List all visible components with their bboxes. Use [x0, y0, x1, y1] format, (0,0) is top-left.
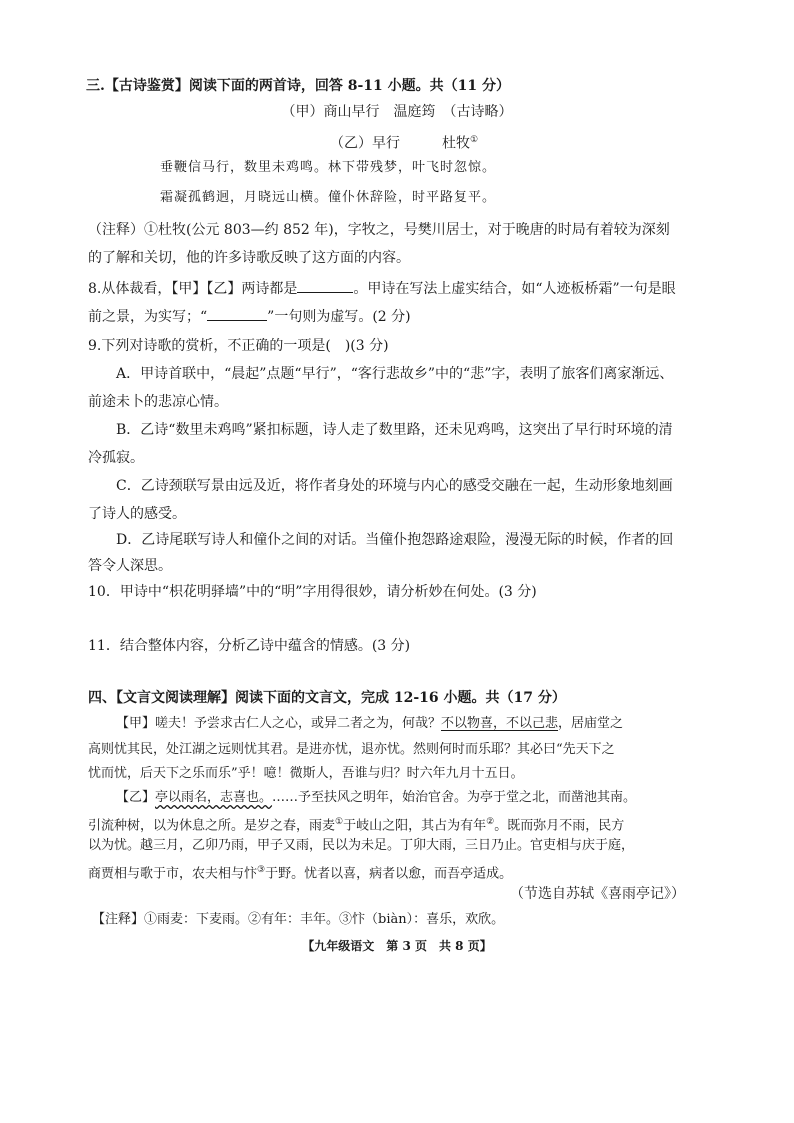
footnote-mark: ① [470, 135, 479, 145]
passage-b-text-2: 引流种树，以为休息之所。是岁之春，雨麦 [88, 818, 336, 834]
q9-option-b-line-1: B．乙诗“数里未鸡鸣”紧扣标题，诗人走了数里路，还未见鸡鸣，这突出了早行时环境的清 [116, 422, 673, 438]
poem-b-title [330, 130, 478, 154]
q9-option-a-line-1: A．甲诗首联中，“晨起”点题“早行”，“客行悲故乡”中的“悲”字，表明了旅客们离家渐远、 [116, 366, 674, 382]
question-8-line-2 [88, 306, 411, 327]
note-line-2: 的了解和关切，他的许多诗歌反映了这方面的内容。 [88, 250, 410, 266]
q8-text-d: ”一句则为虚写。(2 分) [267, 309, 411, 325]
q9-option-a-line-2: 前途未卜的悲凉心情。 [88, 394, 228, 410]
passage-b-text-3: 于岐山之阳，其占为有年 [343, 818, 487, 834]
passage-b-text-4: 。既而弥月不雨，民方 [494, 818, 625, 834]
section4-header: 四、【文言文阅读理解】阅读下面的文言文，完成 12-16 小题。共（17 分） [88, 690, 566, 706]
passage-b-text-5: 商贾相与歌于市，农夫相与忭 [88, 866, 258, 882]
page-footer: 【九年级语文 第 3 页 共 8 页】 [302, 939, 492, 953]
passage-b-line-2 [88, 812, 624, 836]
passage-notes: 【注释】①雨麦：下麦雨。②有年：丰年。③忭（biàn）：喜乐，欢欣。 [92, 912, 505, 927]
passage-a-line-3: 忧而忧，后天下之乐而乐”乎！噫！微斯人，吾谁与归？时六年九月十五日。 [88, 766, 524, 781]
passage-b-line-4 [88, 860, 512, 884]
question-10: 10．甲诗中“枳花明驿墙”中的“明”字用得很妙，请分析妙在何处。(3 分) [88, 584, 537, 600]
q8-text-b: 。甲诗在写法上虚实结合，如“人迹板桥霜”一句是眼 [353, 281, 676, 297]
q9-option-d-line-2: 答令人深思。 [88, 558, 172, 574]
q9-option-d-line-1: D．乙诗尾联写诗人和僮仆之间的对话。当僮仆抱怨路途艰险，漫漫无际的时候，作者的回 [116, 532, 674, 548]
passage-a-line-1 [116, 714, 623, 734]
underlined-phrase: 不以物喜，不以己悲 [441, 716, 559, 731]
footnote-mark: ① [335, 817, 344, 827]
poem-b-title-text: （乙）早行 杜牧 [330, 135, 470, 152]
answer-blank[interactable] [297, 278, 353, 293]
q9-option-c-line-1: C．乙诗颈联写景由远及近，将作者身处的环境与内心的感受交融在一起，生动形象地刻画 [116, 478, 673, 494]
note-line-1: （注释）①杜牧(公元 803—约 852 年)，字牧之，号樊川居士，对于晚唐的时局有着较为深刻 [88, 222, 670, 238]
question-11: 11．结合整体内容，分析乙诗中蕴含的情感。(3 分) [88, 638, 411, 654]
poem-a-title: （甲）商山早行 温庭筠 （古诗略） [281, 104, 513, 120]
wavy-underlined-phrase: 亭以雨名，志喜也。 [155, 790, 273, 805]
poem-b-line-1: 垂鞭信马行，数里未鸡鸣。林下带残梦，叶飞时忽惊。 [160, 160, 497, 175]
q8-text-a: 8.从体裁看，【甲】【乙】两诗都是 [88, 281, 298, 297]
passage-b-label: 【乙】 [116, 790, 156, 805]
passage-a-line-2: 高则忧其民，处江湖之远则忧其君。是进亦忧，退亦忧。然则何时而乐耶？其必曰“先天下之 [88, 742, 615, 757]
passage-a-text-1: 【甲】嗟夫！予尝求古仁人之心，或异二者之为，何哉？ [116, 716, 442, 731]
section3-header: 三.【古诗鉴赏】阅读下面的两首诗，回答 8-11 小题。共（11 分） [86, 78, 511, 94]
footnote-mark: ③ [257, 865, 266, 875]
passage-a-text-2: ，居庙堂之 [558, 716, 624, 731]
passage-b-line-1 [116, 788, 636, 808]
passage-b-line-3: 以为忧。越三月，乙卯乃雨，甲子又雨，民以为未足。丁卯大雨，三日乃止。官吏相与庆于庭， [88, 838, 635, 853]
q8-text-c: 前之景，为实写；“ [88, 309, 208, 325]
q9-option-b-line-2: 冷孤寂。 [88, 450, 144, 466]
question-8-line-1 [88, 278, 676, 299]
poem-b-line-2: 霜凝孤鹤迥，月晓远山横。僮仆休辞险，时平路复平。 [160, 190, 497, 205]
footnote-mark: ② [486, 817, 495, 827]
passage-b-text-6: 于野。忧者以喜，病者以愈，而吾亭适成。 [265, 866, 513, 882]
question-9: 9.下列对诗歌的赏析，不正确的一项是( )(3 分) [88, 338, 389, 354]
passage-b-text-1: ……予至扶风之明年，始治官舍。为亭于堂之北，而凿池其南。 [272, 790, 637, 805]
answer-blank[interactable] [207, 306, 267, 321]
passage-source: （节选自苏轼《喜雨亭记》） [510, 886, 685, 902]
q9-option-c-line-2: 了诗人的感受。 [88, 506, 186, 522]
